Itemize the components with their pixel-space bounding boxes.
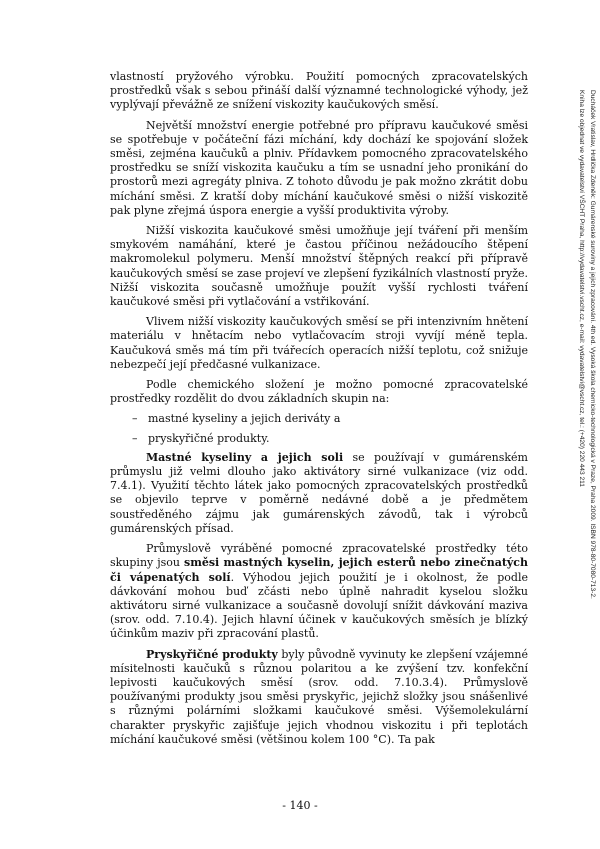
composition-list (110, 412, 528, 445)
citation-line-1: Ducháček Vratislav, Hrdlička Zdeněk: Gumárenské suroviny a jejich zpracování. 4th ed. Vysoká škola chemicko-technologická v Praze, Praha 2009. ISBN 978-80-7080-713-2. (589, 90, 596, 599)
citation-text (576, 90, 598, 650)
list-dash: – (132, 412, 138, 426)
page-number: - 140 - (282, 799, 318, 812)
paragraph-6 (110, 542, 528, 641)
paragraph-1: Největší množství energie potřebné pro přípravu kaučukové směsi se spotřebuje v počáteční fázi míchání, kdy dochází ke spojování složek směsi, zejména kaučuků a plniv. Přídavkem pomocného zpracovatelského prostředku se sníží viskozita kaučuku a tím se usnadní jeho pronikání do prostorů mezi agregáty plniva. Z tohoto důvodu je pak možno zkrátit dobu míchání směsi. Z kratší doby míchání kaučukové směsi o nižší viskozitě pak plyne zřejmá úspora energie a vyšší produktivita výroby. (110, 118, 528, 217)
list-item (132, 412, 528, 426)
paragraph-2: Nižší viskozita kaučukové směsi umožňuje její tváření při menším smykovém namáhání, které je častou příčinou nežádoucího štěpení makromolekul polymeru. Menší množství štěpných reakcí při přípravě kaučukových směsí se zase projeví ve zlepšení fyzikálních vlastností pryže. Nižší viskozita současně umožňuje použít vyšší rychlosti tváření kaučukové směsi při vytlačování a vstřikování. (110, 224, 528, 309)
paragraph-6-text-b: . Výhodou jejich použití je i okolnost, že podle dávkování mohou buď zčásti nebo úplně nahradit kyselou složku aktivátoru sirné vulkanizace a současně dovolují snížit dávkování maziva (srov. odd. 7.10.4). Jejich hlavní účinek v kaučukových směsích je blízký účinkům maziv při zpracování plastů. (110, 570, 528, 641)
list-item-text: mastné kyseliny a jejich deriváty a (148, 412, 341, 426)
term-resin-products: Pryskyřičné produkty (146, 647, 278, 661)
list-item (132, 432, 528, 446)
page-body (110, 70, 528, 753)
citation-sidebar (566, 90, 598, 650)
paragraph-7 (110, 648, 528, 747)
paragraph-4: Podle chemického složení je možno pomocné zpracovatelské prostředky rozdělit do dvou základních skupin na: (110, 378, 528, 406)
citation-line-2: Kniha lze objednat ve vydavatelství VŠCHT Praha, http://vydavatelstvi.vscht.cz, e-mail: vydavatelstvi@vscht.cz, tel.: (+420) 220 443 211 (578, 90, 585, 487)
paragraph-3: Vlivem nižší viskozity kaučukových směsí se při intenzivním hnětení materiálu v hnětacím nebo vytlačovacím stroji vyvíjí méně tepla. Kaučuková směs má tím při tvářecích operacích nižší teplotu, což snižuje nebezpečí její předčasné vulkanizace. (110, 315, 528, 371)
paragraph-0: vlastností pryžového výrobku. Použití pomocných zpracovatelských prostředků však s sebou přináší další významné technologické výhody, jež vyplývají převážně ze snížení viskozity kaučukových směsí. (110, 70, 528, 112)
list-item-text: pryskyřičné produkty. (148, 431, 270, 445)
paragraph-7-text: byly původně vyvinuty ke zlepšení vzájemné mísitelnosti kaučuků s různou polaritou a ke zvýšení tzv. konfekční lepivosti kaučukových směsí (srov. odd. 7.10.3.4). Průmyslově používanými produkty jsou směsi pryskyřic, jejichž složky jsou snášenlivé s různými polárními složkami kaučukové směsi. Výšemolekulární charakter pryskyřic zajišťuje jejich vhodnou viskozitu i při teplotách míchání kaučukové směsi (většinou kolem 100 °C). Ta pak (110, 647, 528, 746)
term-fatty-acids: Mastné kyseliny a jejich soli (146, 450, 344, 464)
paragraph-6-text-a: Průmyslově vyráběné pomocné zpracovatelské prostředky této skupiny jsou (110, 542, 528, 570)
paragraph-5-text: se používají v gumárenském průmyslu již velmi dlouho jako aktivátory sirné vulkanizace (viz odd. 7.4.1). Využití těchto látek jako pomocných zpracovatelských prostředků se objevilo teprve v poměrně nedávné době a je předmětem soustředěného zájmu jak gumárenských závodů, tak i výrobců gumárenských přísad. (110, 450, 528, 535)
paragraph-5 (110, 451, 528, 536)
term-fatty-acid-mixtures: směsi mastných kyselin, jejich esterů nebo zinečnatých či vápenatých solí (110, 556, 528, 584)
list-dash: – (132, 431, 138, 445)
